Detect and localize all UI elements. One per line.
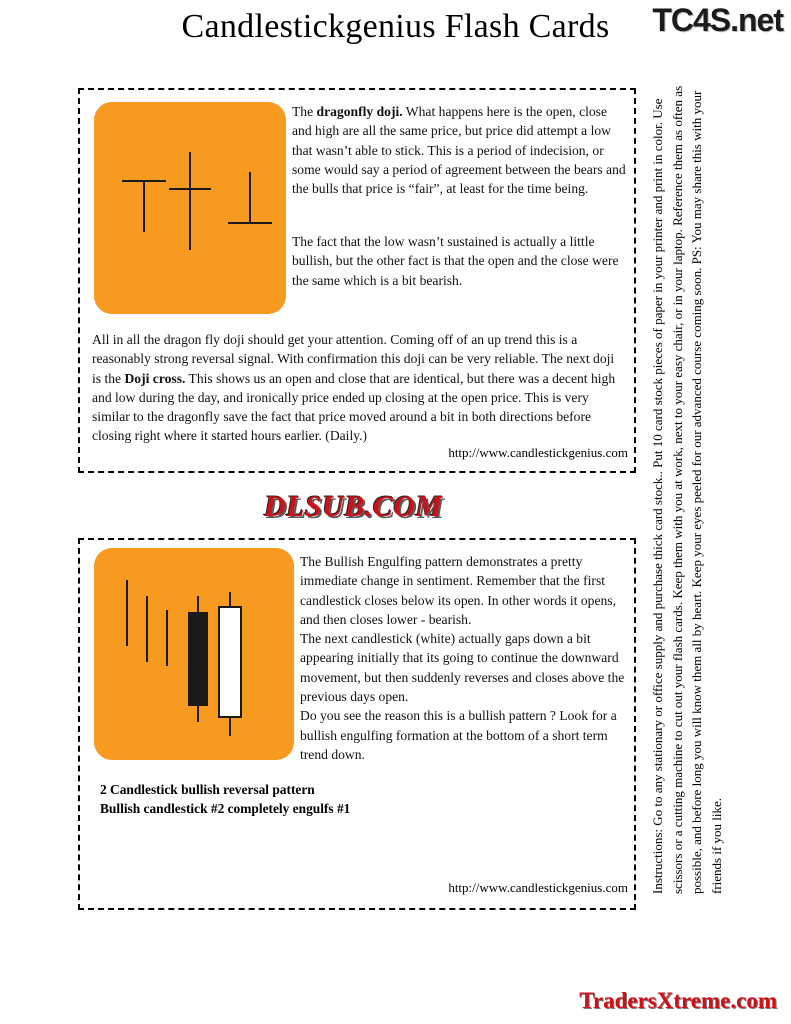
- card-two-caption-line-2: Bullish candlestick #2 completely engulfs #1: [100, 801, 351, 817]
- candlestick-illustration-doji: [94, 102, 286, 314]
- card-one-p3-part1: All in all the dragon fly doji should get your attention. Coming off of an up trend this is a reasonably strong reversal signal. With confirmation this doji can be very reliable. The next doji is the: [92, 332, 615, 386]
- card-one-p1-lead: The: [292, 104, 317, 119]
- flash-card-bullish-engulfing: [78, 538, 636, 910]
- instructions-text: Instructions: Go to any stationary or office supply and purchase thick card stock.. Put 10 card stock pieces of paper in your printer and print in color. Use scissors or a cutting machine to cut out your flash cards. Keep them with you at work, next to your easy chair, or in your laptop. Reference them as often as possible, and before long you will know them all by heart. Keep your eyes peeled for our advanced course coming soon. PS: You may share this with your friends if you like.: [650, 85, 724, 894]
- doji-3-upper-wick: [249, 172, 251, 224]
- page-title: Candlestickgenius Flash Cards: [181, 8, 610, 45]
- card-one-paragraph-2: The fact that the low wasn’t sustained is actually a little bullish, but the other fact is that the open and the close were the same which is a bit bearish.: [292, 234, 619, 288]
- trend-candle-2: [146, 596, 148, 662]
- card-one-paragraph-3: [92, 330, 626, 446]
- trend-candle-3: [166, 610, 168, 666]
- candlestick-illustration-engulfing: [94, 548, 294, 760]
- card-one-p3-part2: This shows us an open and close that are identical, but there was a decent high and low during the day, and ironically price ended up closing at the open price. This is very similar to the dragonfly save the fact that price moved around a bit in both directions before closing right where it started hours earlier. (Daily.): [92, 370, 616, 444]
- doji-3-open-close-bar: [228, 222, 272, 224]
- card-one-p1-term: dragonfly doji.: [316, 104, 403, 119]
- card-two-paragraph-1: The Bullish Engulfing pattern demonstrates a pretty immediate change in sentiment. Remember that the first candlestick closes below its open. In other words it opens, and then closes lower - bearish.: [300, 554, 616, 627]
- card-one-p1-rest: What happens here is the open, close and high are all the same price, but price did attempt a low that wasn’t able to stick. This is a period of indecision, or some would say a period of agreement between the bears and the bulls that price is “fair”, at least for the time being.: [292, 104, 626, 197]
- card-two-caption: [100, 780, 500, 819]
- card-one-p3-term: Doji cross.: [124, 370, 186, 386]
- card-one-url[interactable]: http://www.candlestickgenius.com: [448, 445, 628, 460]
- watermark-tradersxtreme: TradersXtreme.com: [579, 988, 777, 1013]
- trend-candle-1: [126, 580, 128, 646]
- doji-2-wick: [189, 152, 191, 250]
- card-two-caption-line-1: 2 Candlestick bullish reversal pattern: [100, 782, 315, 797]
- watermark-dlsub: DLSUB.COM: [264, 490, 443, 523]
- card-two-paragraph-2: The next candlestick (white) actually gaps down a bit appearing initially that its going to continue the downward movement, but then suddenly reverses and closes above the previous days open.: [300, 631, 625, 705]
- doji-2-open-close-bar: [169, 188, 211, 190]
- flash-card-dragonfly-doji: [78, 88, 636, 473]
- card-two-url[interactable]: http://www.candlestickgenius.com: [448, 880, 628, 895]
- watermark-tc4s: TC4S.net: [652, 2, 783, 38]
- bullish-candle-body: [218, 606, 242, 718]
- doji-1-lower-wick: [143, 180, 145, 232]
- card-two-text-block: [300, 552, 626, 764]
- card-one-paragraph-1: [292, 102, 626, 198]
- bearish-candle-body: [188, 612, 208, 706]
- card-two-paragraph-3: Do you see the reason this is a bullish pattern ? Look for a bullish engulfing formation at the bottom of a short term trend down.: [300, 708, 617, 762]
